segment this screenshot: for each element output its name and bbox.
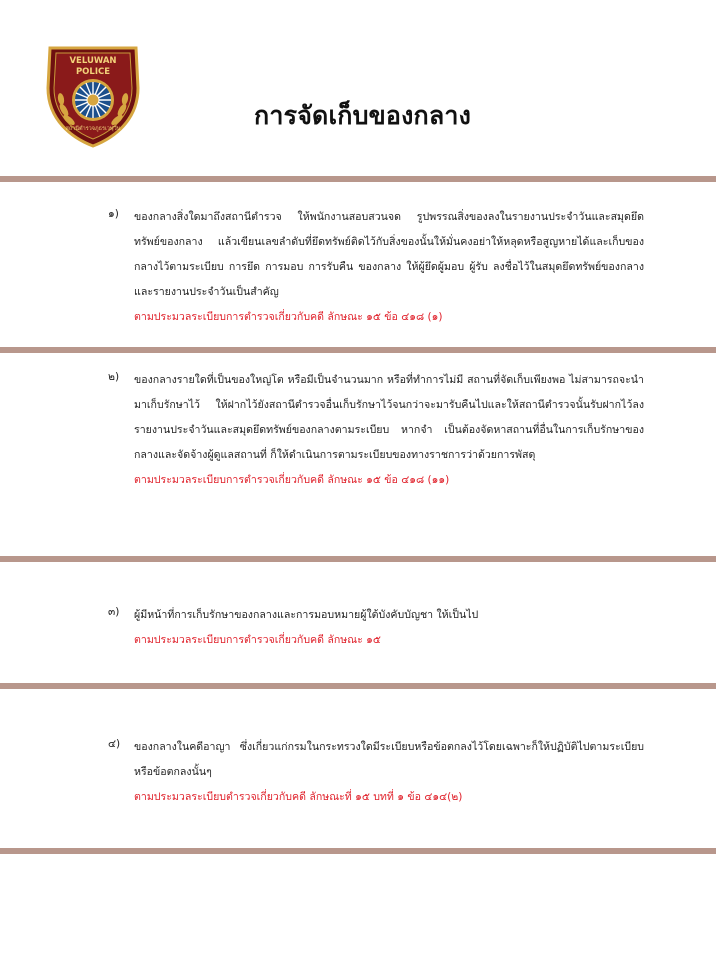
item-reference: ตามประมวลระเบียบตำรวจเกี่ยวกับคดี ลักษณะที่ ๑๕ บทที่ ๑ ข้อ ๔๑๔(๒) bbox=[134, 791, 463, 803]
police-badge-logo bbox=[44, 44, 142, 148]
item-text: ของกลางรายใดที่เป็นของใหญ่โต หรือมีเป็นจำนวนมาก หรือที่ทำการไม่มี สถานที่จัดเก็บเพียงพอ ไม่สามารถจะนำมาเก็บรักษาไว้ ให้ฝากไว้ยังสถานีตำรวจอื่นเก็บรักษาไว้จนกว่าจะมารับคืนไปและให้สถานีตำรวจนั้นรับฝากไว้ลงรายงานประจำวันและสมุดยึดทรัพย์ของกลางตามระเบียบ หากจำ เป็นต้องจัดหาสถานที่อื่นในการเก็บรักษาของกลางและจัดจ้างผู้ดูแลสถานที่ ก็ให้ดำเนินการตามระเบียบของทางราชการว่าด้วยการพัสดุ bbox=[134, 374, 644, 461]
divider bbox=[0, 683, 716, 689]
item-4 bbox=[108, 735, 644, 810]
badge-mid-text: POLICE bbox=[75, 67, 111, 77]
divider bbox=[0, 176, 716, 182]
divider bbox=[0, 347, 716, 353]
divider bbox=[0, 556, 716, 562]
item-text: ของกลางในคดีอาญา ซึ่งเกี่ยวแก่กรมในกระทรวงใดมีระเบียบหรือข้อตกลงไว้โดยเฉพาะก็ให้ปฏิบัติไปตามระเบียบหรือข้อตกลงนั้นๆ bbox=[134, 741, 644, 778]
item-number: ๓) bbox=[108, 606, 120, 618]
item-text: ของกลางสิ่งใดมาถึงสถานีตำรวจ ให้พนักงานสอบสวนจด รูปพรรณสิ่งของลงในรายงานประจำวันและสมุดยึดทรัพย์ของกลาง แล้วเขียนเลขลำดับที่ยึดทรัพย์ติดไว้กับสิ่งของนั้นให้มั่นคงอย่าให้หลุดหรือสูญหายได้และเก็บของกลางไว้ตามระเบียบ การยึด การมอบ การรับคืน ของกลาง ให้ผู้ยึดผู้มอบ ผู้รับ ลงชื่อไว้ในสมุดยึดทรัพย์ของกลางและรายงานประจำวันเป็นสำคัญ bbox=[134, 211, 644, 298]
badge-bottom-text: สถานีตำรวจภูธรเวฬุวัน bbox=[65, 126, 121, 132]
item-number: ๔) bbox=[108, 738, 121, 750]
page-title: การจัดเก็บของกลาง bbox=[254, 101, 472, 130]
item-reference: ตามประมวลระเบียบการตำรวจเกี่ยวกับคดี ลักษณะ ๑๕ ข้อ ๔๑๘ (๑) bbox=[134, 311, 443, 323]
item-2 bbox=[108, 368, 644, 493]
item-number: ๒) bbox=[108, 371, 120, 383]
item-reference: ตามประมวลระเบียบการตำรวจเกี่ยวกับคดี ลักษณะ ๑๕ ข้อ ๔๑๘ (๑๑) bbox=[134, 474, 450, 486]
divider bbox=[0, 848, 716, 854]
item-text: ผู้มีหน้าที่การเก็บรักษาของกลางและการมอบหมายผู้ใต้บังคับบัญชา ให้เป็นไป bbox=[134, 609, 479, 621]
badge-top-text: VELUWAN bbox=[69, 56, 117, 66]
item-number: ๑) bbox=[108, 208, 119, 220]
item-1 bbox=[108, 205, 644, 330]
item-3 bbox=[108, 603, 644, 653]
item-reference: ตามประมวลระเบียบการตำรวจเกี่ยวกับคดี ลักษณะ ๑๕ bbox=[134, 634, 381, 646]
